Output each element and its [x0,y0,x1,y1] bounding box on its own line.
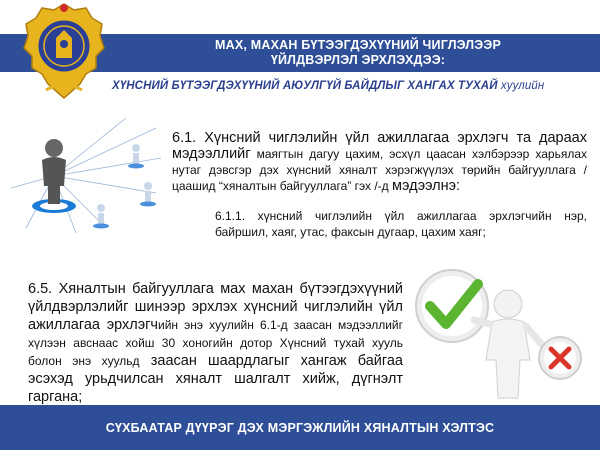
section-6-1-1: 6.1.1. хүнсний чиглэлийн үйл ажиллагаа эрхлэгчийн нэр, байршил, хаяг, утас, факсын дугаар, цахим хаяг; [215,209,587,239]
footer-text: СҮХБААТАР ДҮҮРЭГ ДЭХ МЭРГЭЖЛИЙН ХЯНАЛТЫН ХЭЛТЭС [105,421,495,435]
subtitle-law: хуулийн [497,80,545,92]
section-6-1-lead: 6.1. Хүнсний чиглэлийн үйл ажиллагаа эрхлэгч та дараах мэдээллийг [172,130,587,162]
checkmark-icon [416,270,488,342]
section-6-1 [172,130,587,194]
title-line-1: МАХ, МАХАН БҮТЭЭГДЭХҮҮНИЙ ЧИГЛЭЛЭЭР [215,38,501,52]
section-6-5 [28,280,403,406]
section-6-5-tail: заасан шаардлагыг хангаж байгаа эсэхэд урьдчилсан хяналт шалгалт хийж, дүгнэлт гаргана; [28,353,403,405]
state-emblem-icon [22,0,106,104]
page-title [138,38,578,68]
subtitle-main: ХҮНСНИЙ БҮТЭЭГДЭХҮҮНИЙ АЮУЛГҮЙ БАЙДЛЫГ ХАНГАХ ТУХАЙ [112,80,498,92]
law-subtitle [112,80,590,92]
cross-icon [539,337,581,379]
section-6-1-rest: маягтын дагуу цахим, эсхүл цаасан хэлбэрээр харьялах нутаг дэвсгэр дэх хүнсний хяналт хэрэгжүүлэх төрийн байгууллага /цаашид “хяналтын байгууллага” гэх /-д [172,147,587,193]
check-cross-illustration [400,262,595,402]
title-line-2: ҮЙЛДВЭРЛЭЛ ЭРХЛЭХДЭЭ: [270,53,446,67]
section-6-1-tail: мэдээлнэ: [392,178,461,194]
people-network-icon [6,108,166,238]
section-6-5-small: ийн энэ хуулийн 6.1-д заасан мэдээллийг хүлээн авснаас хойш 30 хоногийн дотор Хүнсний тухай хууль болон энэ хуульд [28,318,403,368]
section-6-5-lead: 6.5. Хяналтын байгууллага мах махан бүтээгдэхүүний үйлдвэрлэлийг шинээр эрхлэх хүнсний чиглэлийн үйл ажиллагаа эрхлэгч [28,281,403,333]
